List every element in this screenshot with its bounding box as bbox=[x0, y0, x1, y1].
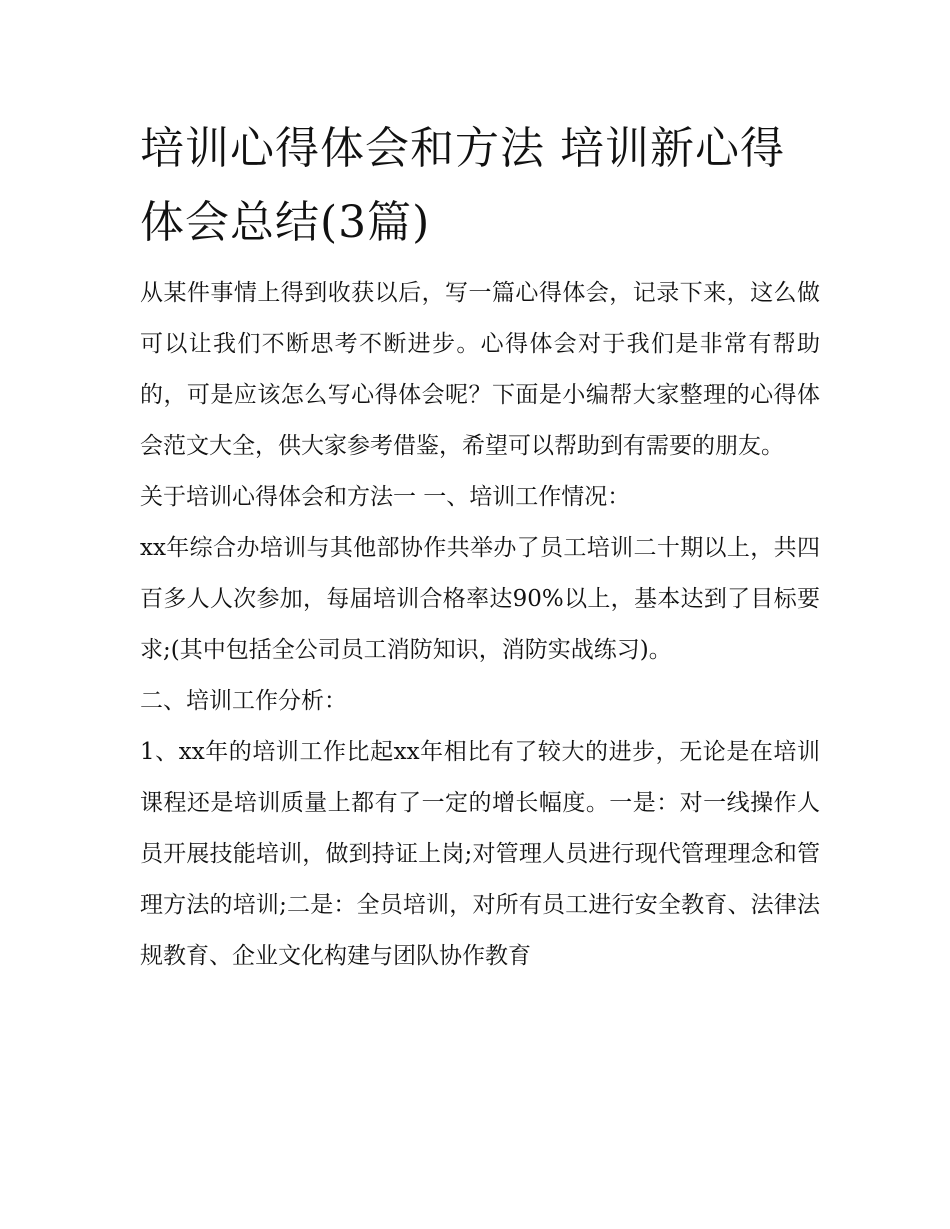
training-status-paragraph: xx年综合办培训与其他部协作共举办了员工培训二十期以上，共四百多人人次参加，每届培训合格率达90%以上，基本达到了目标要求;(其中包括全公司员工消防知识，消防实战练习)。 bbox=[140, 535, 820, 663]
section-heading-training-status: 关于培训心得体会和方法一 一、培训工作情况： bbox=[140, 484, 631, 510]
intro-paragraph: 从某件事情上得到收获以后，写一篇心得体会，记录下来，这么做可以让我们不断思考不断进步。心得体会对于我们是非常有帮助的，可是应该怎么写心得体会呢？下面是小编帮大家整理的心得体会范文大全，供大家参考借鉴，希望可以帮助到有需要的朋友。 bbox=[140, 280, 820, 459]
section-heading-training-analysis: 二、培训工作分析： bbox=[140, 688, 347, 714]
document-title: 培训心得体会和方法 培训新心得体会总结(3篇) bbox=[140, 123, 785, 248]
training-analysis-paragraph: 1、xx年的培训工作比起xx年相比有了较大的进步，无论是在培训课程还是培训质量上都有了一定的增长幅度。一是：对一线操作人员开展技能培训，做到持证上岗;对管理人员进行现代管理理念和管理方法的培训;二是：全员培训，对所有员工进行安全教育、法律法规教育、企业文化构建与团队协作教育 bbox=[140, 739, 820, 969]
document-body bbox=[140, 112, 820, 982]
